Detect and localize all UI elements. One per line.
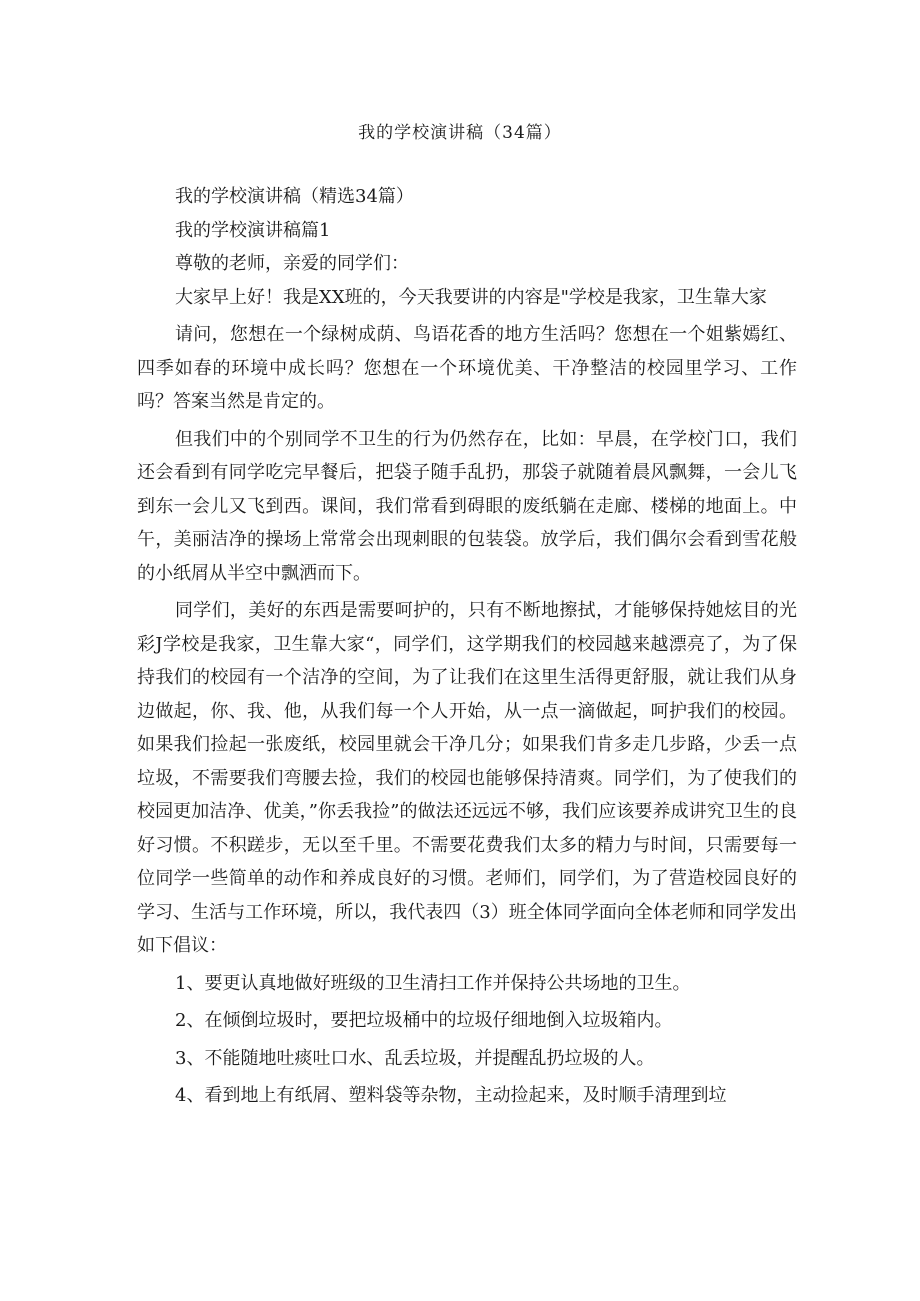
body-paragraph: 请问，您想在一个绿树成荫、鸟语花香的地方生活吗？您想在一个姐紫嫣红、四季如春的环境中成长吗？您想在一个环境优美、干净整洁的校园里学习、工作吗？答案当然是肯定的。: [137, 324, 797, 412]
body-paragraph: 同学们，美好的东西是需要呵护的，只有不断地擦拭，才能够保持她炫目的光彩J学校是我家，卫生靠大家“，同学们，这学期我们的校园越来越漂亮了，为了保持我们的校园有一个洁净的空间，为了让我们在这里生活得更舒服，就让我们从身边做起，你、我、他，从我们每一个人开始，从一点一滴做起，呵护我们的校园。如果我们捡起一张废纸，校园里就会干净几分；如果我们肯多走几步路，少丢一点垃圾，不需要我们弯腰去捡，我们的校园也能够保持清爽。同学们，为了使我们的校园更加洁净、优美，”你丢我捡”的做法还远远不够，我们应该要养成讲究卫生的良好习惯。不积蹉步，无以至千里。不需要花费我们太多的精力与时间，只需要每一位同学一些简单的动作和养成良好的习惯。老师们，同学们，为了营造校园良好的学习、生活与工作环境，所以，我代表四（3）班全体同学面向全体老师和同学发出如下倡议：: [137, 600, 797, 956]
salutation-paragraph: 尊敬的老师，亲爱的同学们：: [175, 253, 409, 274]
list-item: 3、不能随地吐痰吐口水、乱丢垃圾，并提醒乱扔垃圾的人。: [175, 1047, 655, 1069]
list-item: 4、看到地上有纸屑、塑料袋等杂物，主动捡起来，及时顺手清理到垃: [175, 1085, 727, 1106]
body-paragraph: 大家早上好！我是XX班的，今天我要讲的内容是"学校是我家，卫生靠大家: [175, 286, 767, 308]
list-item: 1、要更认真地做好班级的卫生清扫工作并保持公共场地的卫生。: [175, 972, 691, 994]
section-heading: 我的学校演讲稿篇1: [175, 219, 331, 241]
body-paragraph: 但我们中的个别同学不卫生的行为仍然存在，比如：早晨，在学校门口，我们还会看到有同学吃完早餐后，把袋子随手乱扔，那袋子就随着晨风飘舞，一会儿飞到东一会儿又飞到西。课间，我们常看到碍眼的废纸躺在走廊、楼梯的地面上。中午，美丽洁净的操场上常常会出现刺眼的包装袋。放学后，我们偶尔会看到雪花般的小纸屑从半空中飘洒而下。: [137, 428, 797, 584]
document-title: 我的学校演讲稿（34篇）: [358, 123, 562, 143]
subtitle-paragraph: 我的学校演讲稿（精选34篇）: [175, 186, 414, 207]
document-body: [137, 180, 797, 1113]
list-item: 2、在倾倒垃圾时，要把垃圾桶中的垃圾仔细地倒入垃圾箱内。: [175, 1010, 673, 1031]
